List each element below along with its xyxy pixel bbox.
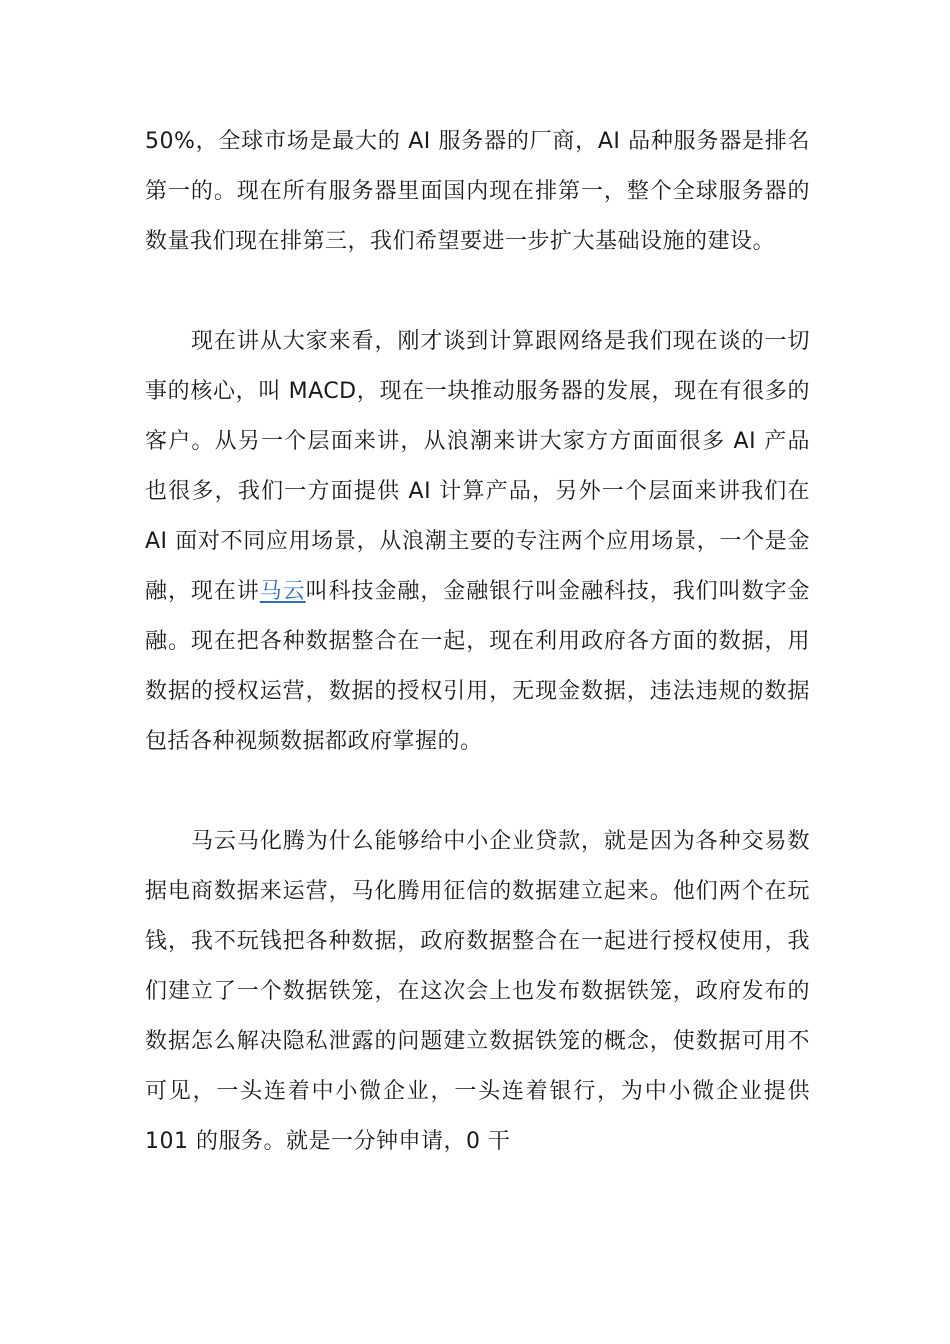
paragraph-3: 马云马化腾为什么能够给中小企业贷款，就是因为各种交易数据电商数据来运营，马化腾用征信的数据建立起来。他们两个在玩钱，我不玩钱把各种数据，政府数据整合在一起进行授权使用，我们建立了一个数据铁笼，在这次会上也发布数据铁笼，政府发布的数据怎么解决隐私泄露的问题建立数据铁笼的概念，使数据可用不可见，一头连着中小微企业，一头连着银行，为中小微企业提供 101 的服务。就是一分钟申请，0 干	[145, 829, 810, 1154]
paragraph-2	[145, 317, 810, 767]
document-body	[145, 117, 810, 1167]
mayun-link[interactable]: 马云	[259, 579, 306, 604]
paragraph-2-text-after-link: 叫科技金融，金融银行叫金融科技，我们叫数字金融。现在把各种数据整合在一起，现在利用政府各方面的数据，用数据的授权运营，数据的授权引用，无现金数据，违法违规的数据包括各种视频数据都政府掌握的。	[145, 579, 810, 754]
paragraph-1: 50%，全球市场是最大的 AI 服务器的厂商，AI 品种服务器是排名第一的。现在所有服务器里面国内现在排第一，整个全球服务器的数量我们现在排第三，我们希望要进一步扩大基础设施的建设。	[145, 129, 810, 254]
paragraph-spacer	[145, 267, 810, 317]
paragraph-2-text-before-link: 现在讲从大家来看，刚才谈到计算跟网络是我们现在谈的一切事的核心，叫 MACD，现在一块推动服务器的发展，现在有很多的客户。从另一个层面来讲，从浪潮来讲大家方方面面很多 AI 产品也很多，我们一方面提供 AI 计算产品，另外一个层面来讲我们在 AI 面对不同应用场景，从浪潮主要的专注两个应用场景，一个是金融，现在讲	[145, 329, 810, 604]
paragraph-spacer	[145, 767, 810, 817]
